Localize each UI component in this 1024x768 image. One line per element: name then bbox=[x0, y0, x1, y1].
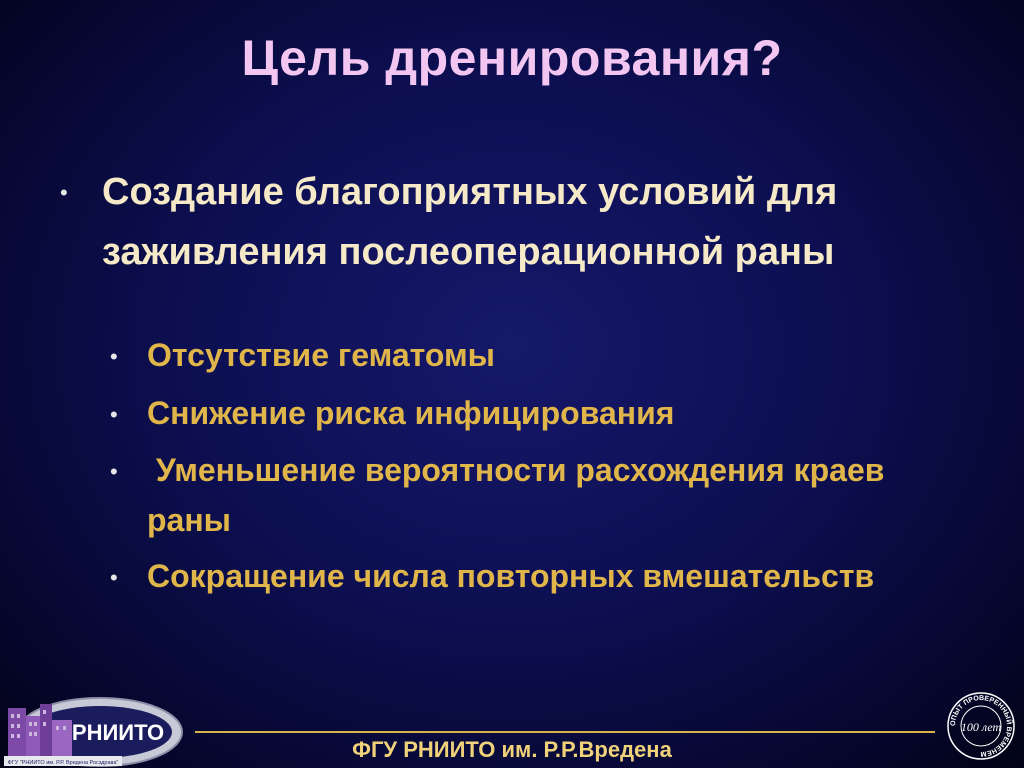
emblem-center-text: 100 лет bbox=[960, 720, 1002, 734]
bullet-glyph: • bbox=[110, 565, 118, 590]
sub-bullet-text: Уменьшение вероятности расхождения краев раны bbox=[147, 452, 894, 538]
bullet-glyph: • bbox=[110, 344, 118, 369]
main-bullet-text: Создание благоприятных условий для заживления послеоперационной раны bbox=[102, 171, 838, 273]
footer-divider bbox=[195, 731, 935, 733]
sub-bullet-text: Снижение риска инфицирования bbox=[147, 395, 675, 431]
footer-institute-name: ФГУ РНИИТО им. Р.Р.Вредена bbox=[352, 737, 672, 762]
slide-title: Цель дренирования? bbox=[241, 30, 783, 86]
sub-bullet-text: Сокращение числа повторных вмешательств bbox=[147, 558, 875, 594]
bullet-glyph: • bbox=[110, 459, 118, 484]
emblem-ring-text: ОПЫТ ПРОВЕРЕННЫЙ ВРЕМЕНЕМ bbox=[949, 694, 1013, 758]
rniito-logo-text: РНИИТО bbox=[71, 720, 165, 745]
rniito-logo-caption: ФГУ "РНИИТО им. Р.Р. Вредена Росздрава" bbox=[7, 760, 119, 766]
bullet-glyph: • bbox=[60, 180, 68, 205]
anniversary-emblem bbox=[945, 690, 1017, 762]
bullet-glyph: • bbox=[110, 402, 118, 427]
sub-bullet-text: Отсутствие гематомы bbox=[147, 337, 495, 373]
